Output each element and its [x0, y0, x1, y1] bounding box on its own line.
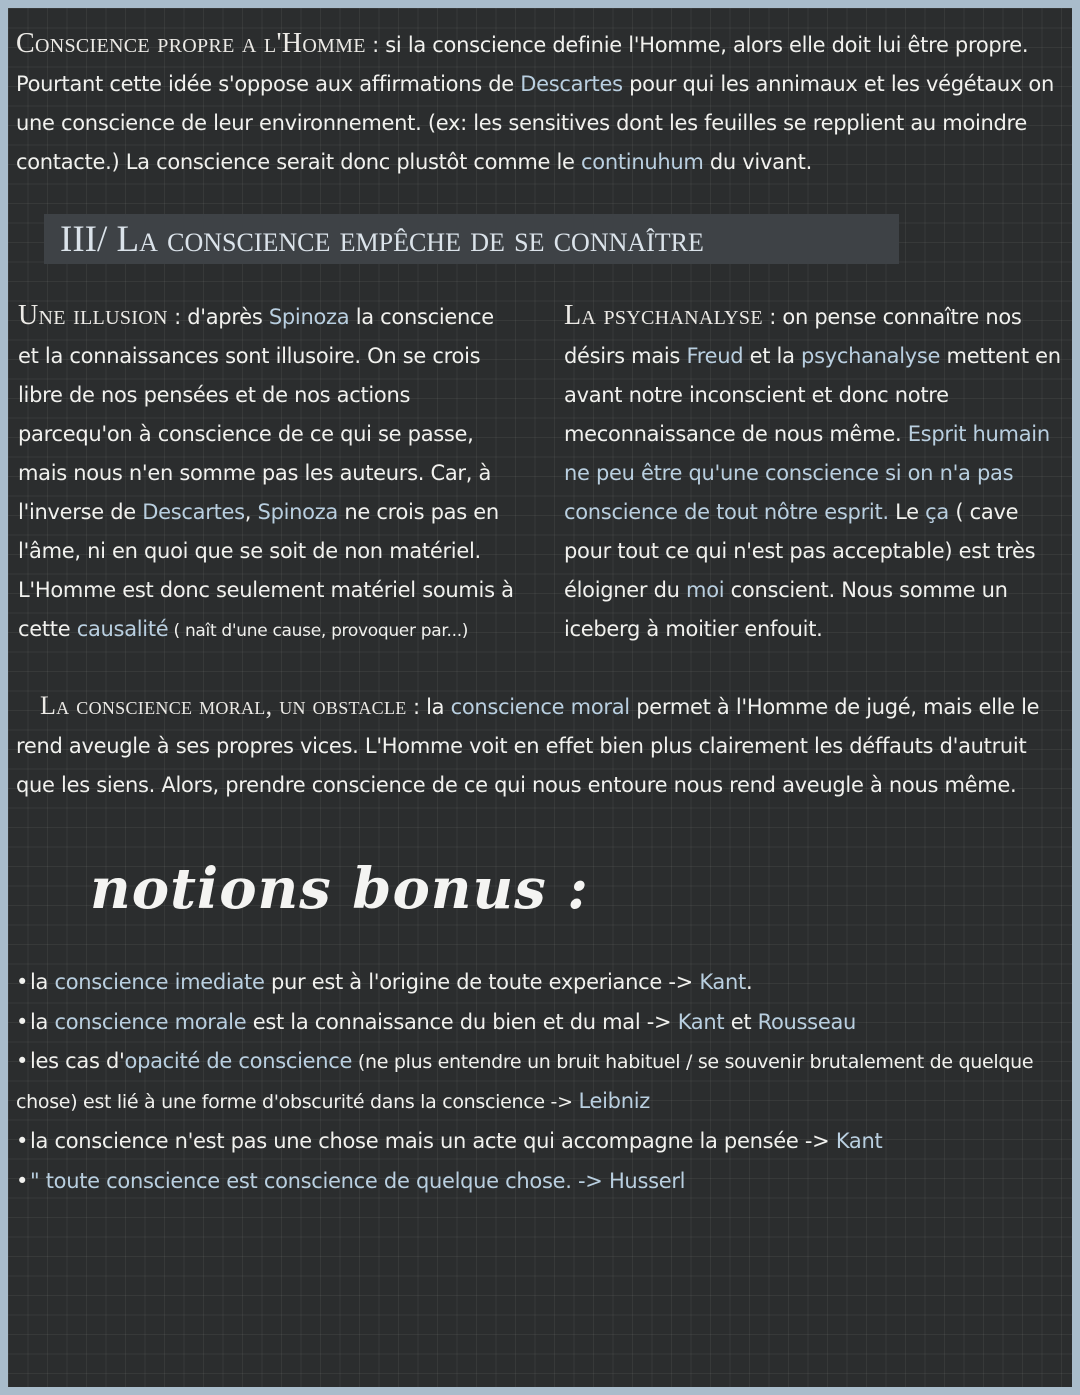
- bullet: •: [16, 1129, 29, 1153]
- name-leibniz: Leibniz: [578, 1089, 650, 1113]
- term-continuhum: continuhum: [581, 150, 704, 174]
- term: opacité de conscience: [124, 1049, 353, 1073]
- text: conscient. Nous somme un iceberg à moitier enfouit.: [564, 578, 1008, 641]
- text: du vivant.: [703, 150, 812, 174]
- sep: :: [365, 33, 386, 57]
- name-descartes: Descartes: [520, 72, 623, 96]
- name-spinoza: Spinoza: [257, 500, 338, 524]
- bullet: •: [16, 1049, 29, 1073]
- text: ,: [244, 500, 258, 524]
- text: pour qui les annimaux et les végétaux on une conscience de leur environnement. (ex: les sensitives dont les feuilles se repplient au moindre contacte.) La conscience serait donc plustôt comme le: [16, 72, 1054, 174]
- term: conscience morale: [54, 1009, 247, 1034]
- text: pur est à l'origine de toute experiance ->: [264, 970, 700, 994]
- bullet: •: [16, 970, 29, 994]
- text: si la conscience definie l'Homme, alors elle doit lui être propre. Pourtant cette idée s'oppose aux affirmations de: [16, 33, 1029, 96]
- bullet: •: [16, 1009, 29, 1034]
- list-item: [16, 1042, 1066, 1122]
- name-descartes: Descartes: [142, 500, 245, 524]
- text: ( naît d'une cause, provoquer par...): [168, 621, 469, 641]
- list-item: [16, 963, 1066, 1003]
- name-rousseau: Rousseau: [757, 1009, 857, 1034]
- text: (ne plus entendre un bruit habituel / se souvenir brutalement de quelque chose) est lié à une forme d'obscurité dans la conscience ->: [16, 1051, 1034, 1113]
- text: la: [426, 695, 451, 719]
- name-kant: Kant: [699, 970, 746, 994]
- section-psychanalyse: [564, 296, 1064, 649]
- name-kant: Kant: [835, 1129, 883, 1153]
- text: Le: [888, 500, 926, 524]
- text: la conscience n'est pas une chose mais un acte qui accompagne la pensée ->: [30, 1129, 836, 1153]
- bonus-title: notions bonus :: [90, 856, 589, 922]
- name-spinoza: Spinoza: [268, 305, 350, 329]
- list-item: [16, 1003, 1066, 1043]
- term-ca: ça: [925, 500, 949, 524]
- list-item: [16, 1162, 1066, 1202]
- name-husserl: Husserl: [608, 1168, 686, 1193]
- bonus-list: [16, 963, 1066, 1201]
- text: est la connaissance du bien et du mal ->: [246, 1009, 678, 1034]
- sep: :: [406, 695, 427, 719]
- sep: :: [762, 305, 783, 329]
- term-causalite: causalité: [76, 617, 169, 641]
- section-conscience-propre: [16, 24, 1066, 182]
- text: et: [724, 1009, 758, 1034]
- term: conscience imediate: [54, 970, 265, 994]
- text: " toute conscience est conscience de quelque chose. ->: [30, 1168, 609, 1193]
- heading-conscience-morale: La conscience moral, un obstacle: [40, 691, 407, 720]
- sep: :: [167, 305, 188, 329]
- text: ( cave pour tout ce qui n'est pas acceptable) est très éloigner du: [564, 500, 1036, 602]
- note-page: [8, 8, 1072, 1387]
- section-title-band: [44, 214, 899, 264]
- text: permet à l'Homme de jugé, mais elle le rend aveugle à ses propres vices. L'Homme voit en effet bien plus clairement les déffauts d'autruit que les siens. Alors, prendre conscience de ce qui nous entoure nous rend aveugle à nous même.: [16, 695, 1040, 797]
- name-kant: Kant: [677, 1009, 725, 1034]
- name-freud: Freud: [686, 344, 744, 368]
- text: ne crois pas en l'âme, ni en quoi que se soit de non matériel. L'Homme est donc seulement matériel soumis à cette: [18, 500, 514, 641]
- term-psychanalyse: psychanalyse: [801, 344, 941, 368]
- section-illusion: [18, 296, 518, 651]
- text: les cas d': [30, 1049, 125, 1073]
- text: la: [30, 970, 55, 994]
- list-item: [16, 1122, 1066, 1162]
- heading-conscience-propre: Conscience propre a l'Homme: [16, 28, 366, 59]
- highlight-esprit-humain: Esprit humain ne peu être qu'une conscience si on n'a pas conscience de tout nôtre esprit.: [564, 422, 1050, 524]
- text: on pense connaître nos désirs mais: [564, 305, 1022, 368]
- text: la: [30, 1009, 55, 1034]
- section-title: III/ La conscience empêche de se connaître: [60, 219, 704, 260]
- section-conscience-morale: [16, 686, 1061, 805]
- text: d'après: [187, 305, 269, 329]
- term-conscience-moral: conscience moral: [450, 695, 630, 719]
- heading-psychanalyse: La psychanalyse: [564, 300, 763, 331]
- text: la conscience et la connaissances sont illusoire. On se crois libre de nos pensées et de nos actions parcequ'on à conscience de ce qui se passe, mais nous n'en somme pas les auteurs. Car, à l'inverse de: [18, 305, 494, 524]
- text: et la: [743, 344, 802, 368]
- term-moi: moi: [686, 578, 725, 602]
- bullet: •: [16, 1168, 29, 1193]
- text: .: [745, 970, 753, 994]
- text: mettent en avant notre inconscient et donc notre meconnaissance de nous même.: [564, 344, 1061, 446]
- heading-illusion: Une illusion: [18, 300, 168, 331]
